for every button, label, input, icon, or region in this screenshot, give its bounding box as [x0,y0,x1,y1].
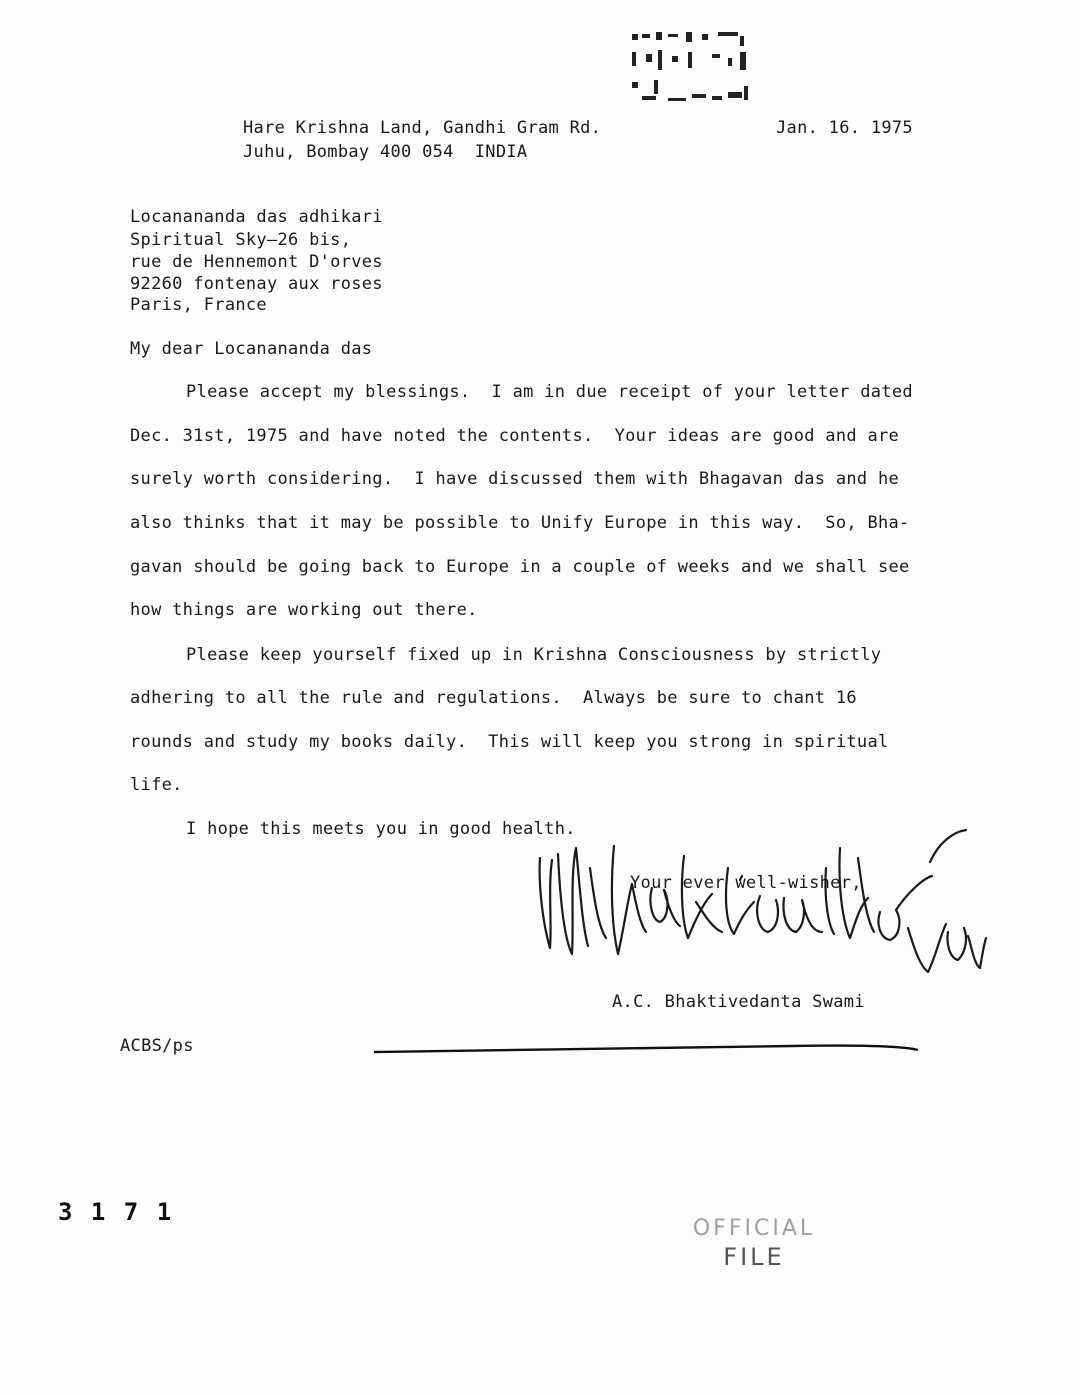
body-p1-line-3: surely worth considering. I have discussed them with Bhagavan das and he [130,469,900,489]
recipient-line-2: Spiritual Sky—26 bis, [130,230,352,250]
body-p2-line-4: life. [130,775,183,795]
valediction: Your ever well-wisher, [630,873,862,893]
file-number-stamp: 3 1 7 1 [58,1198,174,1226]
official-file-stamp [684,1216,824,1286]
body-p1-line-5: gavan should be going back to Europe in a couple of weeks and we shall see [130,557,910,577]
recipient-line-3: rue de Hennemont D'orves [130,252,383,272]
recipient-line-1: Locanananda das adhikari [130,207,383,227]
official-stamp-line-1: OFFICIAL [692,1216,816,1241]
letter-date: Jan. 16. 1975 [776,118,913,138]
handwritten-signature [528,828,988,978]
body-p1-line-4: also thinks that it may be possible to Unify Europe in this way. So, Bha- [130,513,910,533]
recipient-line-5: Paris, France [130,295,267,315]
address-line-1: Hare Krishna Land, Gandhi Gram Rd. [243,118,602,138]
body-p2-line-3: rounds and study my books daily. This will keep you strong in spiritual [130,732,889,752]
signature-rule [372,1040,920,1062]
body-p1-line-6: how things are working out there. [130,600,478,620]
official-stamp-line-2: FILE [723,1243,785,1271]
body-p3: I hope this meets you in good health. [186,819,576,839]
body-p2-line-2: adhering to all the rule and regulations. Always be sure to chant 16 [130,688,857,708]
typist-initials: ACBS/ps [120,1036,194,1056]
body-p2-line-1: Please keep yourself fixed up in Krishna Consciousness by strictly [186,645,882,665]
body-p1-line-1: Please accept my blessings. I am in due receipt of your letter dated [186,382,913,402]
address-line-2: Juhu, Bombay 400 054 INDIA [243,142,528,162]
recipient-line-4: 92260 fontenay aux roses [130,274,383,294]
body-p1-line-2: Dec. 31st, 1975 and have noted the contents. Your ideas are good and are [130,426,900,446]
signatory-name: A.C. Bhaktivedanta Swami [612,992,865,1012]
top-stamp-mark [628,30,750,106]
salutation: My dear Locanananda das [130,339,373,359]
